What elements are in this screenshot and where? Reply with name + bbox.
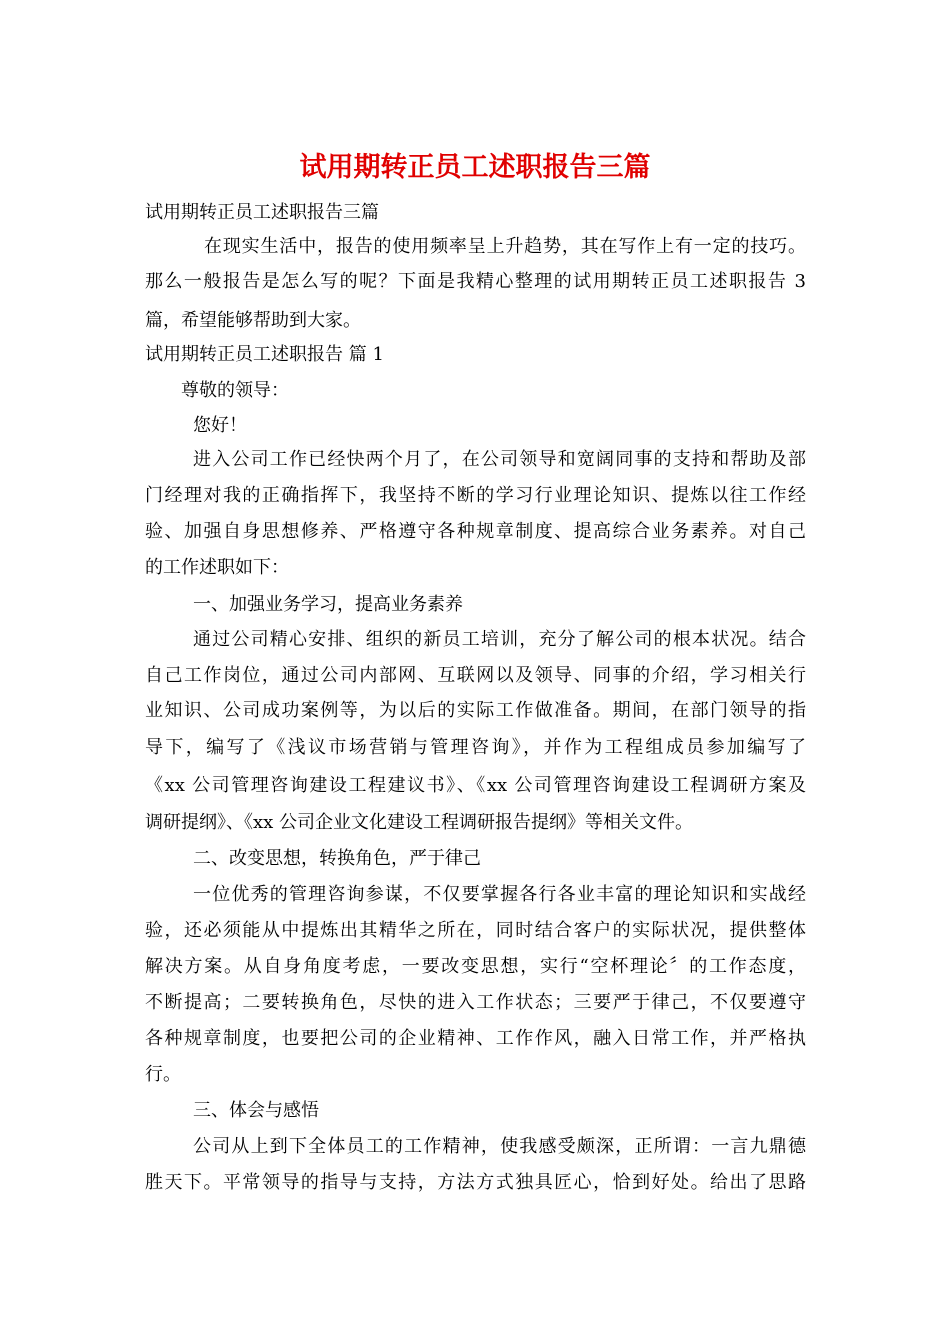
section-heading-2: 二、改变思想，转换角色，严于律己 xyxy=(193,848,481,869)
paragraph-line: 业知识、公司成功案例等，为以后的实际工作做准备。期间，在部门领导的指 xyxy=(145,700,806,721)
paragraph-line: 公司从上到下全体员工的工作精神，使我感受颇深，正所谓：一言九鼎德 xyxy=(193,1136,806,1157)
intro-line-3: 篇，希望能够帮助到大家。 xyxy=(145,310,361,331)
paragraph-line: 导下，编写了《浅议市场营销与管理咨询》，并作为工程组成员参加编写了 xyxy=(145,737,806,758)
document-title: 试用期转正员工述职报告三篇 xyxy=(299,152,651,183)
paragraph-line: 进入公司工作已经快两个月了，在公司领导和宽阔同事的支持和帮助及部 xyxy=(193,449,806,470)
intro-line-1: 在现实生活中，报告的使用频率呈上升趋势，其在写作上有一定的技巧。 xyxy=(204,236,806,257)
paragraph-line: 各种规章制度，也要把公司的企业精神、工作作风，融入日常工作，并严格执 xyxy=(145,1028,806,1049)
paragraph-line: 行。 xyxy=(145,1064,181,1085)
paragraph-line: 调研提纲》、《xx 公司企业文化建设工程调研报告提纲》等相关文件。 xyxy=(145,812,694,833)
paragraph-line: 解决方案。从自身角度考虑，一要改变思想，实行“空杯理论〞的工作态度， xyxy=(145,956,806,977)
subtitle-line: 试用期转正员工述职报告三篇 xyxy=(145,202,379,223)
paragraph-line: 验，还必须能从中提炼出其精华之所在，同时结合客户的实际状况，提供整体 xyxy=(145,920,806,941)
salutation: 尊敬的领导： xyxy=(181,380,289,401)
paragraph-line: 不断提高；二要转换角色，尽快的进入工作状态；三要严于律己，不仅要遵守 xyxy=(145,992,806,1013)
section-heading-1: 一、加强业务学习，提高业务素养 xyxy=(193,594,463,615)
section-heading-3: 三、体会与感悟 xyxy=(193,1100,319,1121)
paragraph-line: 门经理对我的正确指挥下，我坚持不断的学习行业理论知识、提炼以往工作经 xyxy=(145,485,806,506)
greeting: 您好！ xyxy=(193,415,247,436)
paragraph-line: 自己工作岗位，通过公司内部网、互联网以及领导、同事的介绍，学习相关行 xyxy=(145,665,806,686)
paragraph-line: 胜天下。平常领导的指导与支持，方法方式独具匠心，恰到好处。给出了思路 xyxy=(145,1172,806,1193)
paragraph-line: 验、加强自身思想修养、严格遵守各种规章制度、提高综合业务素养。对自己 xyxy=(145,521,806,542)
paragraph-line: 的工作述职如下： xyxy=(145,557,289,578)
report-heading: 试用期转正员工述职报告 篇 1 xyxy=(145,344,384,365)
paragraph-line: 通过公司精心安排、组织的新员工培训，充分了解公司的根本状况。结合 xyxy=(193,629,806,650)
paragraph-line: 一位优秀的管理咨询参谋，不仅要掌握各行各业丰富的理论知识和实战经 xyxy=(193,884,806,905)
intro-line-2: 那么一般报告是怎么写的呢？下面是我精心整理的试用期转正员工述职报告 3 xyxy=(145,271,806,292)
paragraph-line: 《xx 公司管理咨询建设工程建议书》、《xx 公司管理咨询建设工程调研方案及 xyxy=(145,775,806,796)
